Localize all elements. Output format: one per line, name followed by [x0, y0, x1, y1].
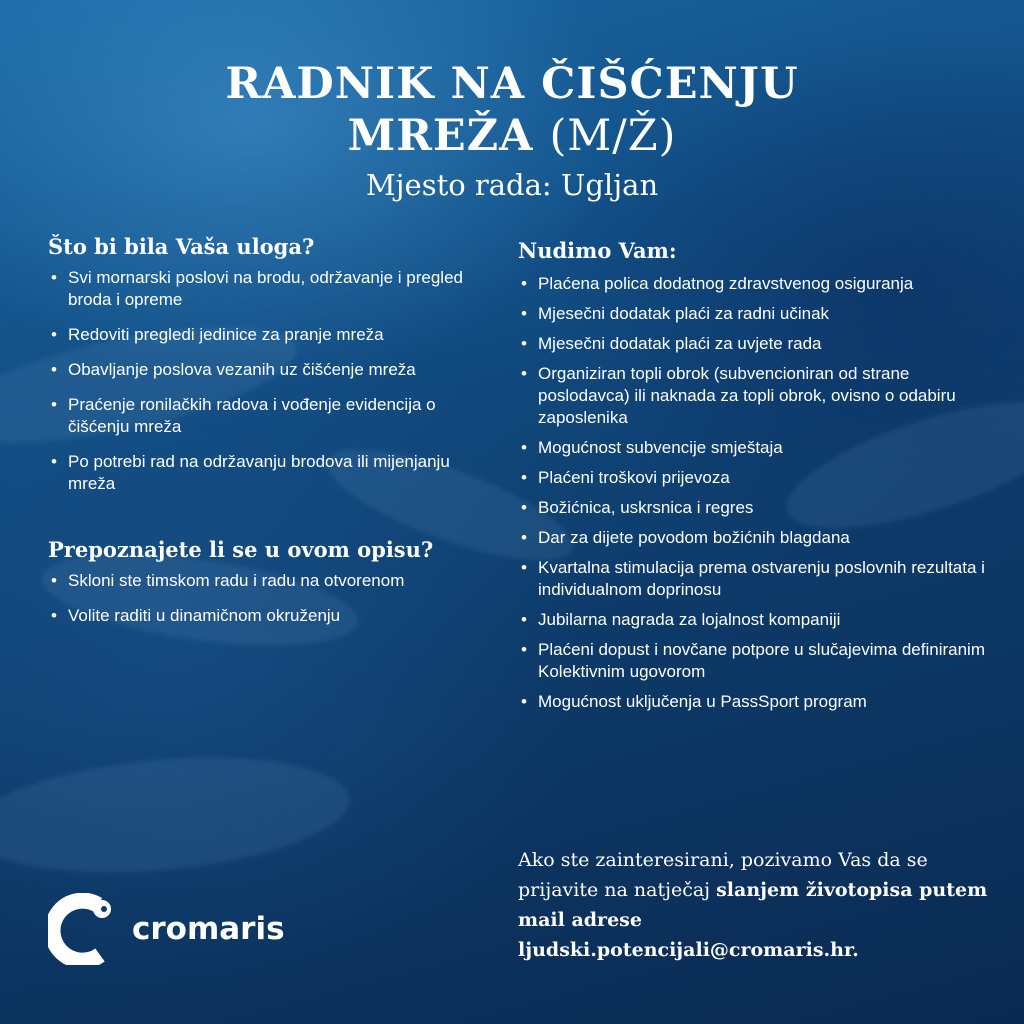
- offer-item: • Organiziran topli obrok (subvencioniran od strane poslodavca) ili naknada za topli obrok, ovisno o odabiru zaposlenika: [518, 363, 988, 429]
- offer-list: [518, 273, 988, 713]
- role-heading: Što bi bila Vaša uloga?: [48, 234, 315, 259]
- offer-item: • Plaćeni troškovi prijevoza: [518, 467, 988, 489]
- right-column: [518, 238, 988, 721]
- offer-item: • Plaćeni dopust i novčane potpore u slučajevima definiranim Kolektivnim ugovorom: [518, 639, 988, 683]
- application-call-to-action: [518, 845, 988, 965]
- profile-item: • Volite raditi u dinamičnom okruženju: [48, 605, 488, 627]
- cromaris-wordmark: cromaris: [132, 911, 285, 947]
- role-item: • Praćenje ronilačkih radova i vođenje evidencija o čišćenju mreža: [48, 394, 488, 438]
- offer-item: • Mogućnost subvencije smještaja: [518, 437, 988, 459]
- cta-email-instruction: slanjem životopisa putem mail adrese ljudski.potencijali@cromaris.hr.: [518, 879, 988, 961]
- title-line-2-bold: MREŽA: [347, 111, 534, 161]
- cromaris-logo: [48, 893, 285, 965]
- role-item: • Redoviti pregledi jedinice za pranje mreža: [48, 324, 488, 346]
- offer-item: • Mjesečni dodatak plaći za radni učinak: [518, 303, 988, 325]
- offer-item: • Jubilarna nagrada za lojalnost kompaniji: [518, 609, 988, 631]
- fish-shape: [0, 744, 354, 887]
- role-item: • Po potrebi rad na održavanju brodova ili mijenjanju mreža: [48, 451, 488, 495]
- offer-item: • Dar za dijete povodom božićnih blagdana: [518, 527, 988, 549]
- offer-item: • Plaćena polica dodatnog zdravstvenog osiguranja: [518, 273, 988, 295]
- offer-item: • Mjesečni dodatak plaći za uvjete rada: [518, 333, 988, 355]
- page-title: [0, 58, 1024, 162]
- offer-item: • Mogućnost uključenja u PassSport program: [518, 691, 988, 713]
- profile-list: [48, 570, 488, 627]
- role-item: • Obavljanje poslova vezanih uz čišćenje mreža: [48, 359, 488, 381]
- left-column: [48, 234, 488, 640]
- offer-item: • Božićnica, uskrsnica i regres: [518, 497, 988, 519]
- profile-heading: Prepoznajete li se u ovom opisu?: [48, 537, 434, 562]
- title-gender-tag: (M/Ž): [549, 111, 677, 161]
- offer-item: • Kvartalna stimulacija prema ostvarenju poslovnih rezultata i individualnom doprinosu: [518, 557, 988, 601]
- cromaris-c-logo-icon: [48, 893, 114, 965]
- role-item: • Svi mornarski poslovi na brodu, održavanje i pregled broda i opreme: [48, 267, 488, 311]
- title-line-1: RADNIK NA ČIŠĆENJU: [225, 59, 799, 109]
- role-list: [48, 267, 488, 495]
- offer-heading: Nudimo Vam:: [518, 238, 677, 263]
- cta-text: Ako ste zainteresirani, pozivamo Vas da se prijavite na natječaj: [518, 849, 928, 901]
- title-line-2: [0, 110, 1024, 162]
- profile-section: [48, 537, 488, 627]
- work-location: Mjesto rada: Ugljan: [365, 168, 659, 202]
- profile-item: • Skloni ste timskom radu i radu na otvorenom: [48, 570, 488, 592]
